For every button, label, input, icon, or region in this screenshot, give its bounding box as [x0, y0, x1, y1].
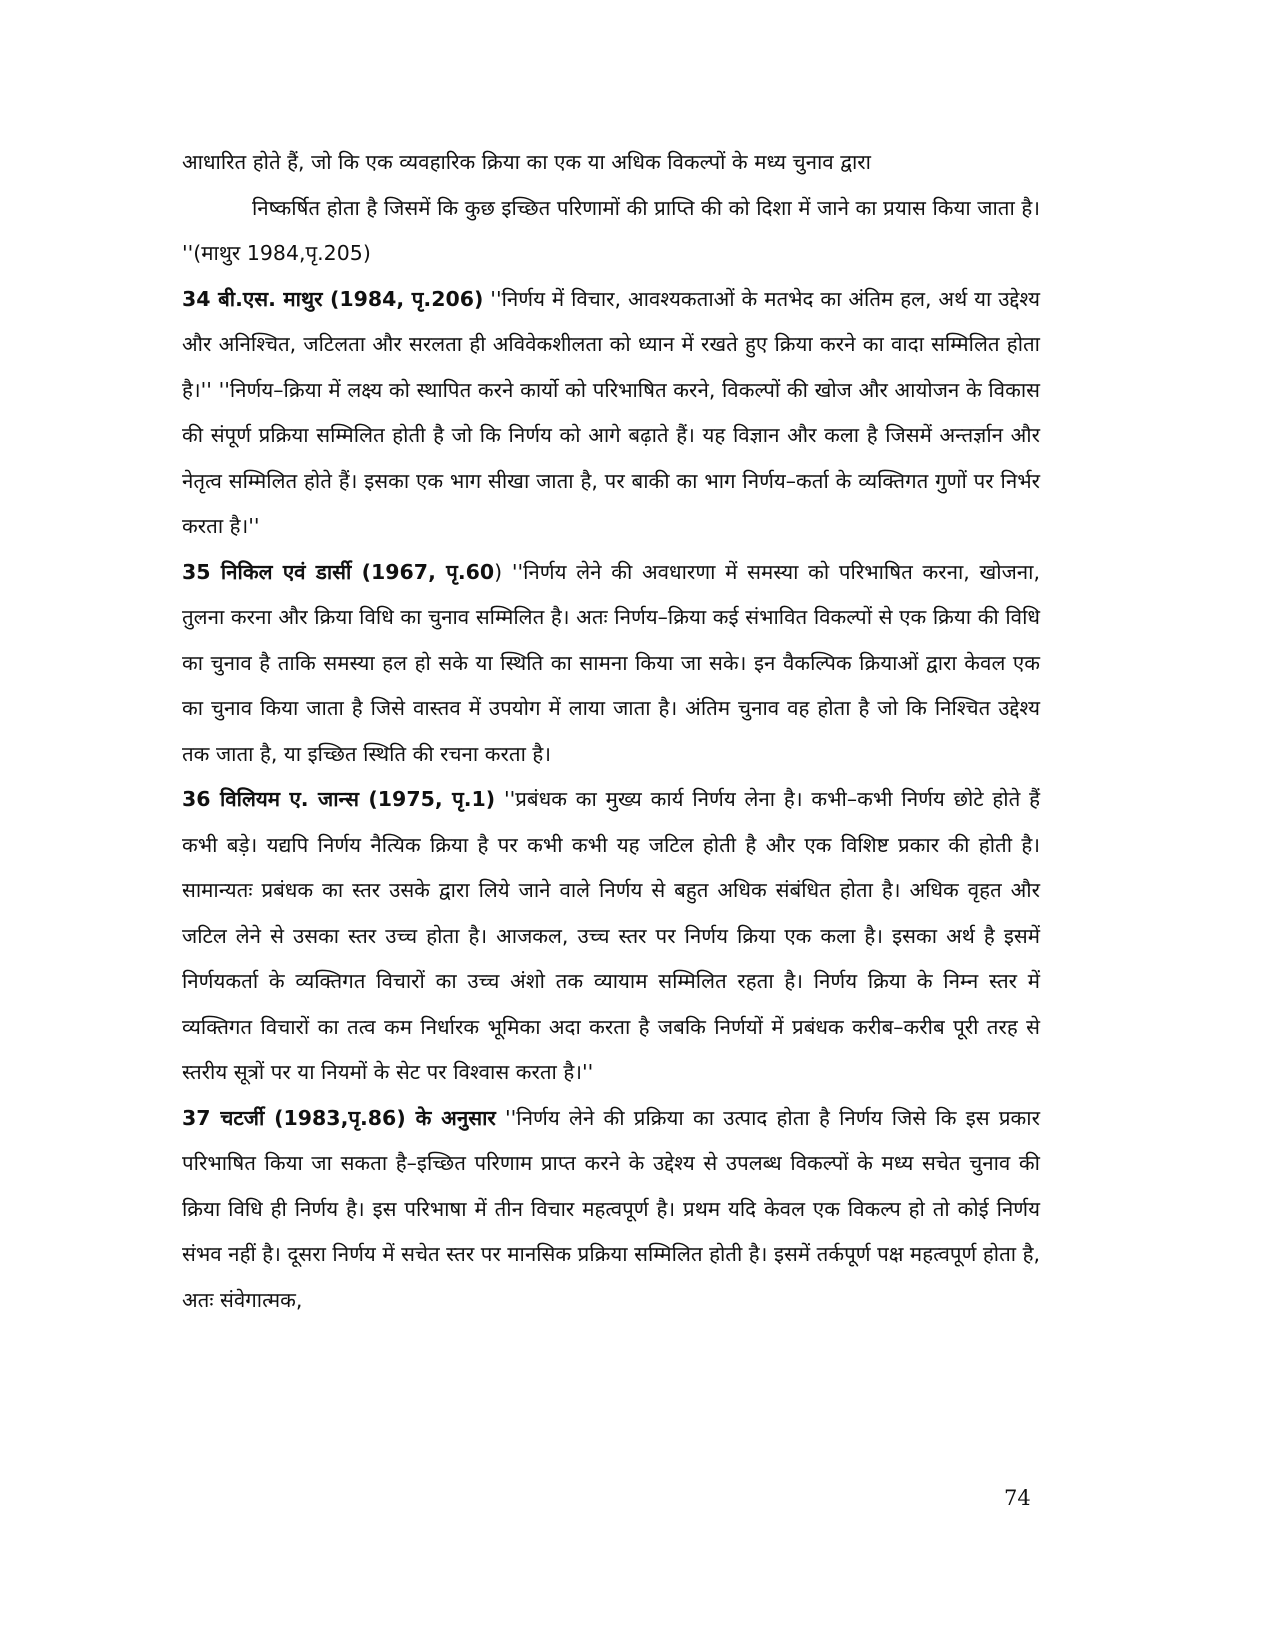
- paragraph-continuation: [182, 140, 1040, 186]
- definition-heading: 35 निकिल एवं डार्सी (1967, पृ.60: [182, 559, 495, 584]
- body-text: [182, 140, 1040, 1323]
- definition-heading: 34 बी.एस. माथुर (1984, पृ.206): [182, 286, 484, 311]
- definition-36: [182, 777, 1040, 1096]
- definition-text: ) ''निर्णय लेने की अवधारणा में समस्या को परिभाषित करना, खोजना, तुलना करना और क्रिया विधि का चुनाव सम्मिलित है। अतः निर्णय–क्रिया कई संभावित विकल्पों से एक क्रिया की विधि का चुनाव है ताकि समस्या हल हो सके या स्थिति का सामना किया जा सके। इन वैकल्पिक क्रियाओं द्वारा केवल एक का चुनाव किया जाता है जिसे वास्तव में उपयोग में लाया जाता है। अंतिम चुनाव वह होता है जो कि निश्चित उद्देश्य तक जाता है, या इच्छित स्थिति की रचना करता है।: [182, 559, 1040, 766]
- definition-text: ''निर्णय लेने की प्रक्रिया का उत्पाद होता है निर्णय जिसे कि इस प्रकार परिभाषित किया जा सकता है–इच्छित परिणाम प्राप्त करने के उद्देश्य से उपलब्ध विकल्पों के मध्य सचेत चुनाव की क्रिया विधि ही निर्णय है। इस परिभाषा में तीन विचार महत्वपूर्ण है। प्रथम यदि केवल एक विकल्प हो तो कोई निर्णय संभव नहीं है। दूसरा निर्णय में सचेत स्तर पर मानसिक प्रक्रिया सम्मिलित होती है। इसमें तर्कपूर्ण पक्ष महत्वपूर्ण होता है, अतः संवेगात्मक,: [182, 1105, 1040, 1312]
- definition-text: ''प्रबंधक का मुख्य कार्य निर्णय लेना है। कभी–कभी निर्णय छोटे होते हैं कभी बड़े। यद्यपि निर्णय नैत्यिक क्रिया है पर कभी कभी यह जटिल होती है और एक विशिष्ट प्रकार की होती है। सामान्यतः प्रबंधक का स्तर उसके द्वारा लिये जाने वाले निर्णय से बहुत अधिक संबंधित होता है। अधिक वृहत और जटिल लेने से उसका स्तर उच्च होता है। आजकल, उच्च स्तर पर निर्णय क्रिया एक कला है। इसका अर्थ है इसमें निर्णयकर्ता के व्यक्तिगत विचारों का उच्च अंशो तक व्यायाम सम्मिलित रहता है। निर्णय क्रिया के निम्न स्तर में व्यक्तिगत विचारों का तत्व कम निर्धारक भूमिका अदा करता है जबकि निर्णयों में प्रबंधक करीब–करीब पूरी तरह से स्तरीय सूत्रों पर या नियमों के सेट पर विश्वास करता है।'': [182, 787, 1040, 1084]
- page-number: 74: [1004, 1486, 1031, 1510]
- paragraph-text: निष्कर्षित होता है जिसमें कि कुछ इच्छित परिणामों की प्राप्ति की को दिशा में जाने का प्रयास किया जाता है। ''(माथुर 1984,पृ.205): [182, 195, 1040, 265]
- paragraph-text: आधारित होते हैं, जो कि एक व्यवहारिक क्रिया का एक या अधिक विकल्पों के मध्य चुनाव द्वारा: [182, 150, 871, 174]
- definition-35: [182, 550, 1040, 778]
- definition-heading: 36 विलियम ए. जान्स (1975, पृ.1): [182, 787, 496, 811]
- paragraph-quote: [182, 186, 1040, 277]
- definition-heading: 37 चटर्जी (1983,पृ.86) के अनुसार: [182, 1105, 496, 1130]
- definition-text: ''निर्णय में विचार, आवश्यकताओं के मतभेद का अंतिम हल, अर्थ या उद्देश्य और अनिश्चित, जटिलता और सरलता ही अविवेकशीलता को ध्यान में रखते हुए क्रिया करने का वादा सम्मिलित होता है।'' ''निर्णय–क्रिया में लक्ष्य को स्थापित करने कार्यो को परिभाषित करने, विकल्पों की खोज और आयोजन के विकास की संपूर्ण प्रक्रिया सम्मिलित होती है जो कि निर्णय को आगे बढ़ाते हैं। यह विज्ञान और कला है जिसमें अन्तर्ज्ञान और नेतृत्व सम्मिलित होते हैं। इसका एक भाग सीखा जाता है, पर बाकी का भाग निर्णय–कर्ता के व्यक्तिगत गुणों पर निर्भर करता है।'': [182, 286, 1040, 538]
- definition-37: [182, 1096, 1040, 1324]
- definition-34: [182, 277, 1040, 550]
